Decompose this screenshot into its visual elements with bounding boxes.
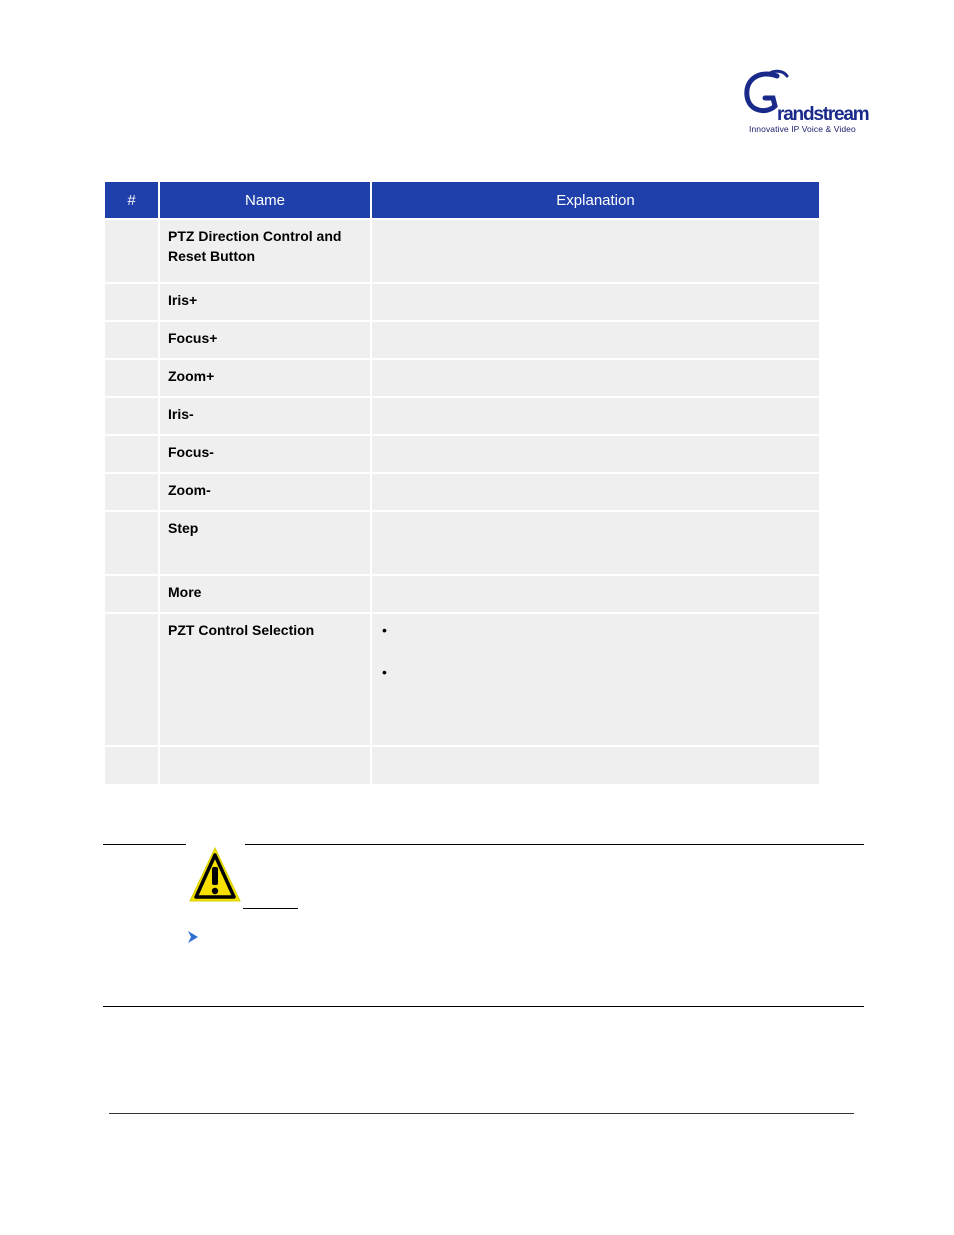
- row-number: [105, 613, 159, 746]
- table-row: [105, 435, 819, 473]
- note-title-underline: [243, 908, 298, 909]
- table-row: [105, 746, 819, 784]
- column-header-explanation: Explanation: [371, 182, 819, 219]
- row-explanation: [371, 359, 819, 397]
- row-name: Iris-: [159, 397, 371, 435]
- row-number: [105, 321, 159, 359]
- row-name: PTZ Direction Control and Reset Button: [159, 219, 371, 283]
- table-row: [105, 397, 819, 435]
- row-number: [105, 746, 159, 784]
- row-name: Step: [159, 511, 371, 575]
- row-explanation: [371, 473, 819, 511]
- table-header-row: [105, 182, 819, 219]
- row-number: [105, 511, 159, 575]
- row-number: [105, 575, 159, 613]
- row-name: [159, 746, 371, 784]
- arrow-bullet-icon: [187, 930, 199, 944]
- row-name: Focus+: [159, 321, 371, 359]
- row-number: [105, 397, 159, 435]
- bullet-dot-icon: •: [382, 622, 387, 638]
- row-explanation: [371, 746, 819, 784]
- ptz-controls-table: [105, 182, 819, 784]
- note-bottom-rule: [103, 1006, 864, 1007]
- grandstream-logo-mark: [739, 68, 869, 128]
- footer-rule: [109, 1113, 854, 1114]
- row-name: Zoom+: [159, 359, 371, 397]
- column-header-name: Name: [159, 182, 371, 219]
- row-number: [105, 283, 159, 321]
- note-top-rule-right: [245, 844, 864, 845]
- row-explanation: [371, 219, 819, 283]
- table-row: [105, 575, 819, 613]
- table-row: [105, 511, 819, 575]
- table-row: [105, 321, 819, 359]
- column-header-number: #: [105, 182, 159, 219]
- list-item: [380, 662, 811, 704]
- row-explanation: [371, 511, 819, 575]
- grandstream-logo: [739, 68, 869, 138]
- row-explanation: [371, 613, 819, 746]
- svg-text:randstream: randstream: [777, 104, 869, 125]
- row-explanation: [371, 283, 819, 321]
- table-row: [105, 359, 819, 397]
- warning-triangle-icon: [187, 844, 243, 906]
- row-name: More: [159, 575, 371, 613]
- row-explanation: [371, 397, 819, 435]
- bullet-dot-icon: •: [382, 664, 387, 680]
- logo-tagline: Innovative IP Voice & Video: [749, 124, 856, 134]
- row-number: [105, 435, 159, 473]
- row-explanation: [371, 321, 819, 359]
- row-name: Focus-: [159, 435, 371, 473]
- explanation-bullet-list: [380, 620, 811, 704]
- row-number: [105, 473, 159, 511]
- row-explanation: [371, 435, 819, 473]
- row-name: PZT Control Selection: [159, 613, 371, 746]
- table-row: [105, 283, 819, 321]
- table-row: [105, 219, 819, 283]
- row-number: [105, 359, 159, 397]
- row-name: Zoom-: [159, 473, 371, 511]
- row-number: [105, 219, 159, 283]
- table-row: [105, 613, 819, 746]
- row-name: Iris+: [159, 283, 371, 321]
- table-row: [105, 473, 819, 511]
- row-explanation: [371, 575, 819, 613]
- list-item: [380, 620, 811, 662]
- note-top-rule-left: [103, 844, 186, 845]
